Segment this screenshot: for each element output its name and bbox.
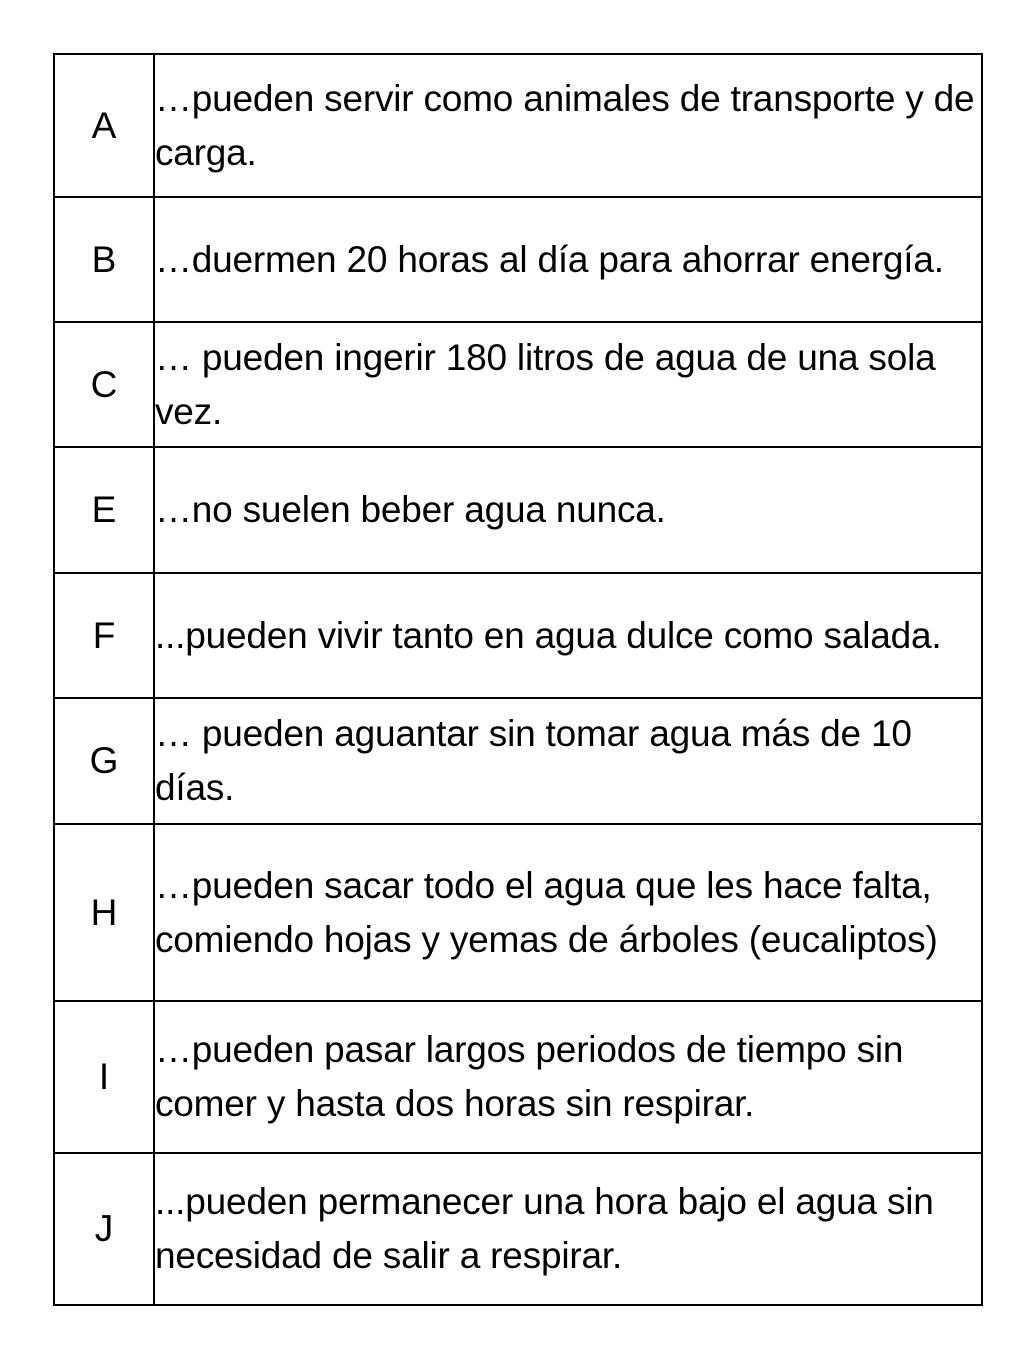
animal-facts-table	[53, 53, 983, 1306]
row-letter: A	[54, 54, 154, 197]
row-letter: G	[54, 698, 154, 824]
row-text: …pueden sacar todo el agua que les hace falta, comiendo hojas y yemas de árboles (eucaliptos)	[154, 824, 982, 1001]
row-letter: E	[54, 447, 154, 573]
table-row	[54, 54, 982, 197]
row-text: ...pueden permanecer una hora bajo el agua sin necesidad de salir a respirar.	[154, 1153, 982, 1305]
row-text: …duermen 20 horas al día para ahorrar energía.	[154, 197, 982, 322]
table-row	[54, 197, 982, 322]
table-row	[54, 322, 982, 447]
row-text: ...pueden vivir tanto en agua dulce como salada.	[154, 573, 982, 698]
table-row	[54, 573, 982, 698]
row-text: … pueden aguantar sin tomar agua más de 10 días.	[154, 698, 982, 824]
row-letter: B	[54, 197, 154, 322]
row-letter: F	[54, 573, 154, 698]
row-text: …no suelen beber agua nunca.	[154, 447, 982, 573]
row-text: …pueden pasar largos periodos de tiempo sin comer y hasta dos horas sin respirar.	[154, 1001, 982, 1153]
table-row	[54, 447, 982, 573]
table-row	[54, 824, 982, 1001]
row-letter: H	[54, 824, 154, 1001]
row-text: …pueden servir como animales de transporte y de carga.	[154, 54, 982, 197]
row-letter: J	[54, 1153, 154, 1305]
row-text: … pueden ingerir 180 litros de agua de una sola vez.	[154, 322, 982, 447]
row-letter: C	[54, 322, 154, 447]
table-row	[54, 698, 982, 824]
table-row	[54, 1153, 982, 1305]
table-row	[54, 1001, 982, 1153]
row-letter: I	[54, 1001, 154, 1153]
